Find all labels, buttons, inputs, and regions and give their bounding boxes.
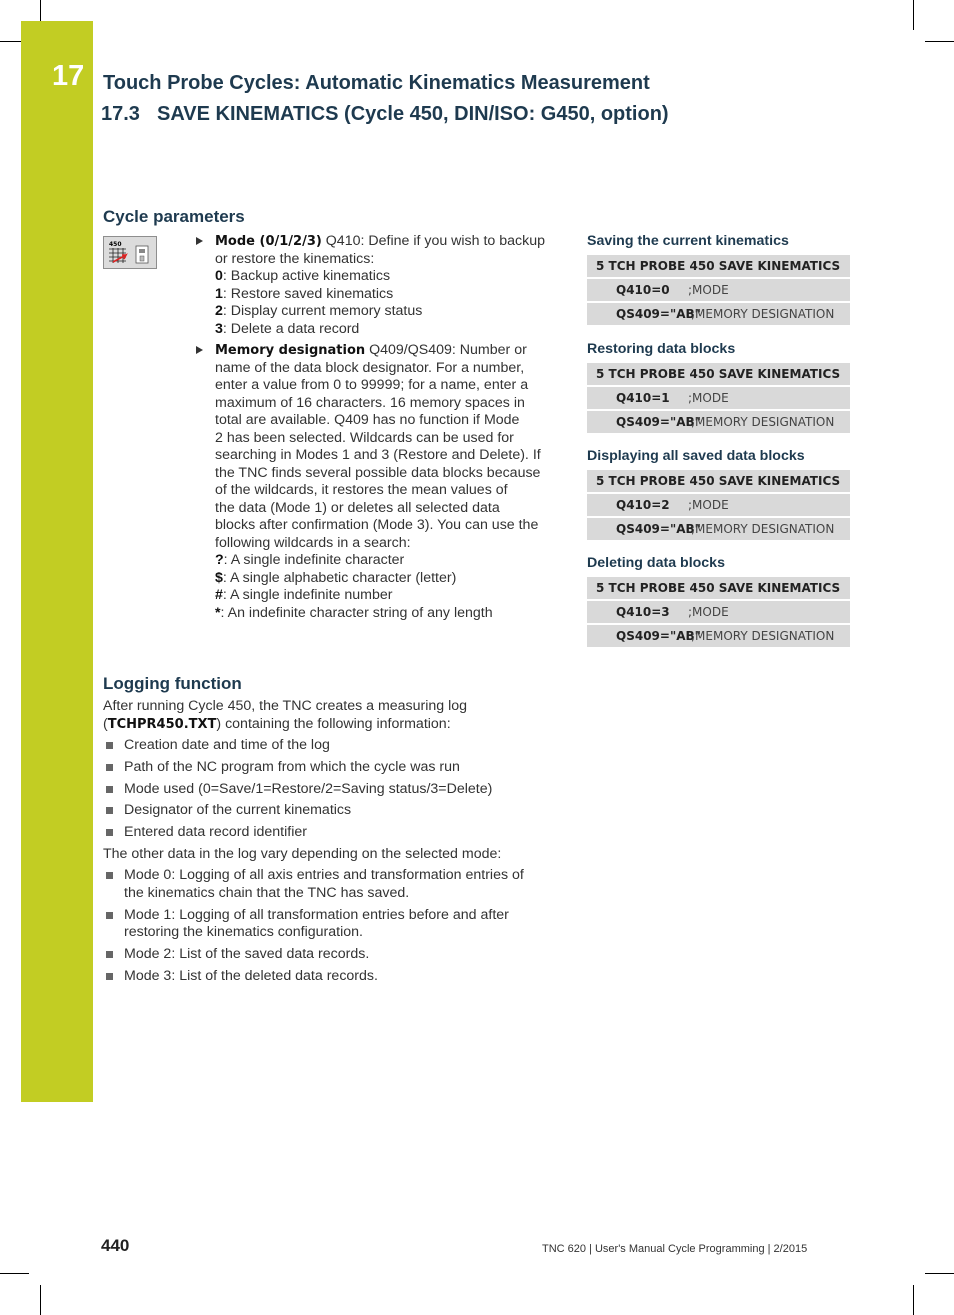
crop-mark [40,1285,41,1315]
nc-comment: ;MODE [688,605,729,619]
param-name: Mode (0/1/2/3) [215,234,322,249]
item-text: Mode 2: List of the saved data records. [124,946,370,963]
param-desc-line: blocks after confirmation (Mode 3). You can use the [215,517,539,533]
nc-block: 5 TCH PROBE 450 SAVE KINEMATICS [596,367,841,381]
example-deleting [587,555,850,649]
nc-block-line [587,518,850,540]
page-number: 440 [101,1236,130,1255]
list-item [103,867,543,902]
intro-text: ) containing the following information: [216,715,451,732]
mode-details-list [103,867,543,985]
nc-param: Q410=2 [616,498,670,512]
item-text: Mode used (0=Save/1=Restore/2=Saving status/3=Delete) [124,780,493,797]
example-saving [587,233,850,327]
crop-mark [913,0,914,30]
param-option [215,286,556,304]
option-key: # [215,587,223,603]
item-text: Entered data record identifier [124,824,307,841]
nc-block-line [587,577,850,599]
example-title: Deleting data blocks [587,555,725,571]
nc-param: QS409="AB" [616,629,701,643]
icon-cycle-label: 450 [109,241,122,248]
param-option [215,570,556,588]
list-item [103,781,553,799]
nc-block: 5 TCH PROBE 450 SAVE KINEMATICS [596,259,841,273]
section-number: 17.3 [101,103,140,125]
example-title: Saving the current kinematics [587,233,789,249]
option-key: 1 [215,285,223,302]
option-key: ? [215,552,224,568]
logging-intro [103,698,553,733]
option-text: : A single indefinite number [222,587,393,603]
option-text: : A single alphabetic character (letter) [222,569,457,586]
item-text: Mode 1: Logging of all transformation entries before and after restoring the kinematics configuration. [124,906,509,941]
param-desc-line: following wildcards in a search: [215,534,411,551]
option-text: : An indefinite character string of any length [220,604,493,621]
square-bullet-icon [106,912,113,919]
option-key: 3 [215,320,223,337]
chapter-number: 17 [52,60,85,92]
nc-block-line [587,411,850,433]
list-item [103,946,543,964]
param-desc-line: the data (Mode 1) or deletes all selected data [215,499,500,516]
cycle-parameters-heading: Cycle parameters [103,207,245,226]
nc-comment: ;MEMORY DESIGNATION [691,307,835,321]
crop-mark [913,1285,914,1315]
nc-block-line [587,625,850,647]
item-text: Designator of the current kinematics [124,802,352,819]
logging-middle-text: The other data in the log vary depending on the selected mode: [103,845,502,862]
item-text: Path of the NC program from which the cycle was run [124,758,460,775]
square-bullet-icon [106,872,113,879]
nc-comment: ;MEMORY DESIGNATION [691,522,835,536]
param-option [215,552,556,570]
section-title [101,103,669,126]
param-memory-designation [196,342,556,622]
nc-param: Q410=0 [616,283,670,297]
square-bullet-icon [106,742,113,749]
param-desc-line: maximum of 16 characters. 16 memory spaces in [215,394,525,411]
crop-mark [40,0,41,21]
param-desc-line: total are available. Q409 has no function if Mode [215,412,520,428]
square-bullet-icon [106,829,113,836]
nc-block-line [587,494,850,516]
triangle-bullet-icon [196,237,203,245]
nc-block-line [587,363,850,385]
nc-comment: ;MODE [688,498,729,512]
param-desc-line: Q409/QS409: Number or [365,342,527,358]
option-key: * [215,604,221,621]
option-text: : Display current memory status [222,303,423,319]
item-text: Mode 0: Logging of all axis entries and transformation entries of the kinematics chain that the TNC has saved. [124,867,524,901]
nc-block-line [587,279,850,301]
footer-text: TNC 620 | User's Manual Cycle Programming | 2/2015 [542,1243,808,1255]
param-desc-line: the TNC finds several possible data blocks because [215,464,541,481]
nc-param: Q410=1 [616,391,670,405]
option-key: 2 [215,303,223,319]
nc-comment: ;MEMORY DESIGNATION [691,415,835,429]
nc-block-line [587,303,850,325]
param-desc-line: 2 has been selected. Wildcards can be used for [215,429,514,446]
square-bullet-icon [106,764,113,771]
list-item [103,737,553,755]
nc-param: Q410=3 [616,605,670,619]
example-restoring [587,341,850,435]
nc-block-line [587,387,850,409]
crop-mark [925,1273,954,1274]
nc-param: QS409="AB" [616,415,701,429]
param-mode [196,233,556,338]
square-bullet-icon [106,973,113,980]
crop-mark [925,41,954,42]
crop-mark [0,41,21,42]
example-title: Displaying all saved data blocks [587,448,805,464]
log-contents-list [103,737,553,842]
list-item [103,907,543,942]
param-option [215,321,556,339]
param-option [215,303,556,321]
chapter-title: Touch Probe Cycles: Automatic Kinematics Measurement [103,72,650,94]
nc-param: QS409="AB" [616,307,701,321]
option-key: 0 [215,268,223,284]
nc-comment: ;MODE [688,391,729,405]
param-option [215,605,556,623]
nc-comment: ;MEMORY DESIGNATION [691,629,835,643]
logging-function-heading: Logging function [103,674,242,693]
param-name: Memory designation [215,343,366,358]
nc-block-line [587,470,850,492]
intro-text: After running Cycle 450, the TNC creates a measuring log ( [103,698,468,732]
option-text: : A single indefinite character [223,552,405,568]
triangle-bullet-icon [196,346,203,354]
option-text: : Delete a data record [222,320,360,337]
crop-mark [0,1273,29,1274]
param-desc-line: Q410: Define if you wish to backup [321,233,546,249]
list-item [103,968,543,986]
nc-block: 5 TCH PROBE 450 SAVE KINEMATICS [596,474,841,488]
param-option [215,268,556,286]
item-text: Creation date and time of the log [124,737,330,753]
cycle-450-icon [103,236,157,269]
param-desc-line: or restore the kinematics: [215,250,375,267]
list-item [103,824,553,842]
option-text: : Restore saved kinematics [222,285,394,302]
param-desc-line: searching in Modes 1 and 3 (Restore and Delete). If [215,447,541,463]
option-key: $ [215,569,223,586]
example-title: Restoring data blocks [587,341,736,357]
option-text: : Backup active kinematics [222,268,391,284]
param-desc-line: name of the data block designator. For a number, [215,359,525,376]
example-displaying [587,448,850,542]
nc-block: 5 TCH PROBE 450 SAVE KINEMATICS [596,581,841,595]
square-bullet-icon [106,951,113,958]
param-option [215,587,556,605]
param-desc-line: of the wildcards, it restores the mean values of [215,482,508,498]
logging-section [103,698,553,990]
list-item [103,802,553,820]
square-bullet-icon [106,807,113,814]
nc-block-line [587,255,850,277]
nc-block-line [587,601,850,623]
param-desc-line: enter a value from 0 to 99999; for a name, enter a [215,377,529,393]
log-file-name: TCHPR450.TXT [107,716,217,732]
nc-comment: ;MODE [688,283,729,297]
chapter-sidebar [21,21,93,1102]
item-text: Mode 3: List of the deleted data records. [124,967,378,984]
list-item [103,759,553,777]
section-name: SAVE KINEMATICS (Cycle 450, DIN/ISO: G450, option) [157,103,669,125]
square-bullet-icon [106,786,113,793]
parameter-list [196,233,556,626]
nc-param: QS409="AB" [616,522,701,536]
